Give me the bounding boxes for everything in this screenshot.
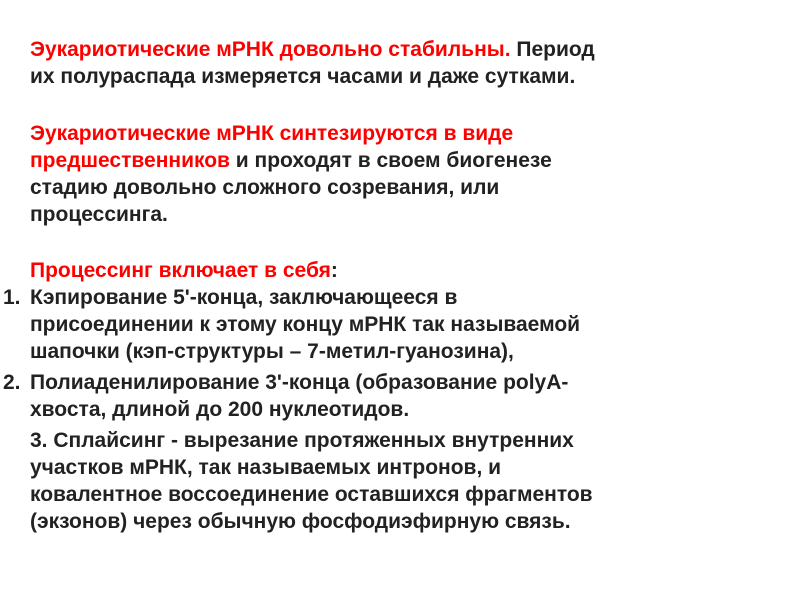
list-item-line: шапочки (кэп-структуры – 7-метил-гуанозина), <box>30 340 514 363</box>
precursors-continuation: и проходят в своем биогенезе <box>229 149 552 172</box>
list-item-line: Кэпирование 5'-конца, заключающееся в <box>30 286 458 309</box>
paragraph-synthesis-line-1: Эукариотические мРНК синтезируются в виде <box>30 122 514 145</box>
paragraph-stability-line-2: их полураспада измеряется часами и даже сутками. <box>30 65 576 88</box>
processing-heading-text: Процессинг включает в себя <box>30 259 331 282</box>
list-item-polyadenylation <box>0 369 790 423</box>
list-item-line: присоединении к этому концу мРНК так называемой <box>30 313 581 336</box>
paragraph-synthesis-line-4: процессинга. <box>30 203 168 226</box>
processing-heading-line <box>30 257 770 284</box>
paragraph-synthesis-line-2 <box>30 147 770 174</box>
list-item-number: 2. <box>3 371 21 394</box>
list-item-line: 3. Сплайсинг - вырезание протяженных внутренних <box>30 429 574 452</box>
precursors-highlight: предшественников <box>30 149 230 172</box>
list-item-splicing <box>0 427 790 535</box>
list-item-line: хвоста, длиной до 200 нуклеотидов. <box>30 398 410 421</box>
processing-steps-list <box>0 284 790 535</box>
list-item-line: участков мРНК, так называемых интронов, и <box>30 456 502 479</box>
paragraph-synthesis <box>30 120 770 228</box>
paragraph-synthesis-line-3: стадию довольно сложного созревания, или <box>30 176 500 199</box>
paragraph-stability-line-1 <box>30 36 770 63</box>
paragraph-stability <box>30 36 770 90</box>
processing-heading-colon: : <box>330 259 338 282</box>
list-item-capping <box>0 284 790 365</box>
list-item-line: (экзонов) через обычную фосфодиэфирную связь. <box>30 510 571 533</box>
list-item-line: Полиаденилирование 3'-конца (образование polyA- <box>30 371 569 394</box>
stability-continuation: Период <box>510 38 595 61</box>
processing-heading <box>30 257 770 284</box>
stability-highlight: Эукариотические мРНК довольно стабильны. <box>30 38 511 61</box>
list-item-number: 1. <box>3 286 21 309</box>
list-item-line: ковалентное воссоединение оставшихся фрагментов <box>30 483 593 506</box>
